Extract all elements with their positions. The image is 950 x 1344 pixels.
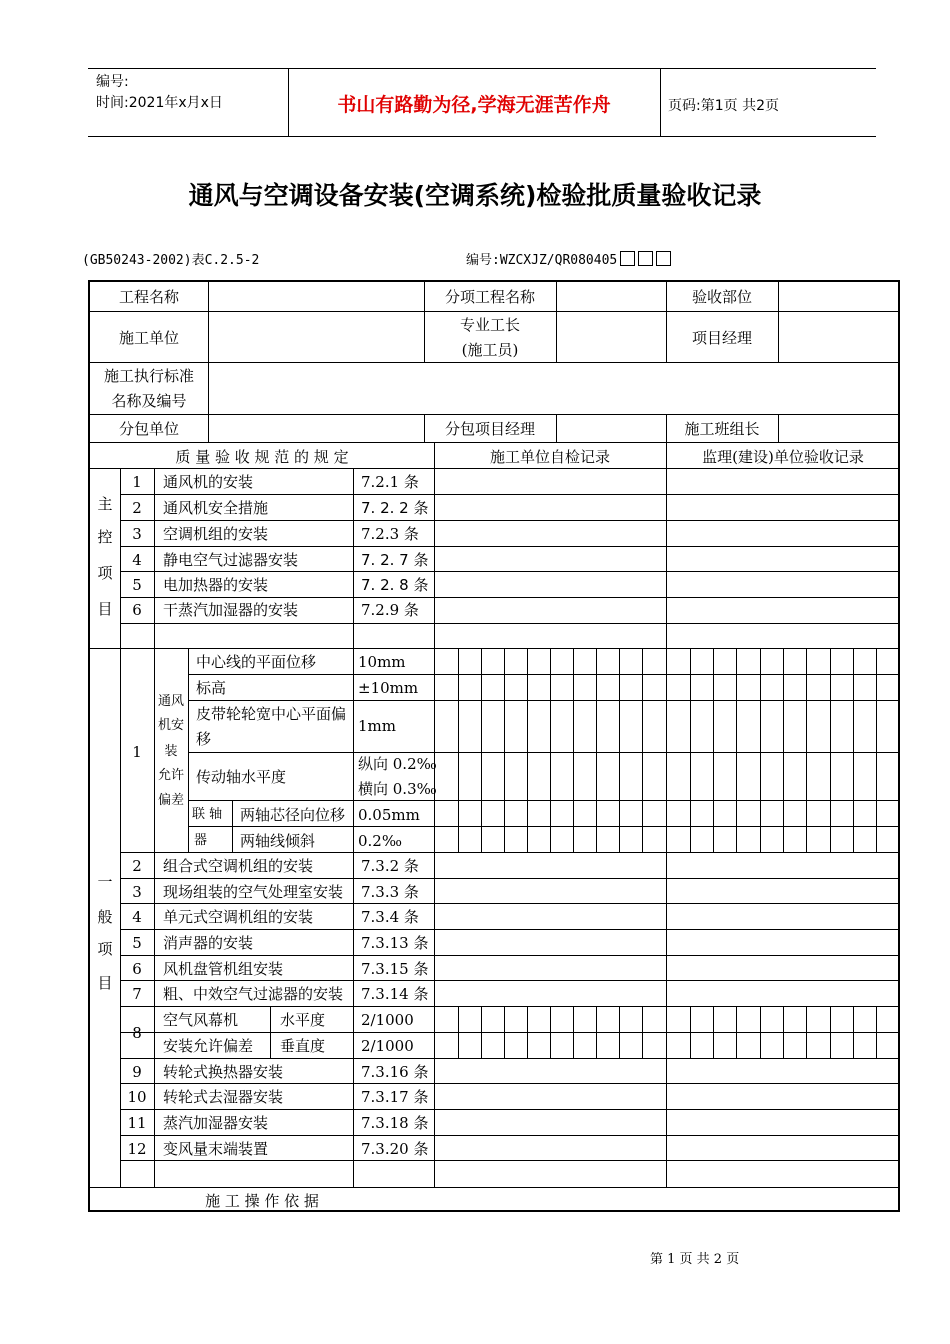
item-no: 7 bbox=[132, 985, 142, 1003]
grid-line bbox=[830, 1006, 831, 1058]
item-name: 消声器的安装 bbox=[163, 934, 254, 952]
grid-line bbox=[458, 1006, 459, 1058]
header-bottom-rule bbox=[88, 136, 876, 137]
fan-group-char: 机安 bbox=[157, 718, 184, 733]
grid-line bbox=[760, 648, 761, 852]
grid-line bbox=[806, 648, 807, 852]
item-name: 转轮式去湿器安装 bbox=[163, 1088, 284, 1106]
grid-line bbox=[573, 648, 574, 852]
grid-line bbox=[713, 648, 714, 852]
item-no: 1 bbox=[132, 743, 142, 761]
item-name: 电加热器的安装 bbox=[163, 576, 269, 594]
grid-line bbox=[120, 852, 899, 853]
deviation-name: 两轴线倾斜 bbox=[240, 832, 316, 850]
item-clause: 7.3.15 条 bbox=[361, 960, 429, 978]
grid-line bbox=[550, 648, 551, 852]
grid-line bbox=[642, 1006, 643, 1058]
checkbox-icon[interactable] bbox=[656, 251, 671, 266]
record-number-text: 编号:WZCXJZ/QR080405 bbox=[466, 253, 618, 268]
item-name: 蒸汽加湿器安装 bbox=[163, 1114, 269, 1132]
col-header-self-check: 施工单位自检记录 bbox=[489, 448, 610, 466]
grid-line bbox=[120, 623, 899, 624]
grid-line bbox=[353, 1006, 354, 1058]
grid-line bbox=[783, 648, 784, 852]
grid-line bbox=[270, 1006, 271, 1058]
grid-line bbox=[642, 648, 643, 852]
grid-line bbox=[481, 1006, 482, 1058]
grid-line bbox=[232, 800, 233, 852]
item-clause: 7.3.16 条 bbox=[361, 1063, 429, 1081]
item-no: 3 bbox=[132, 883, 142, 901]
grid-line bbox=[830, 648, 831, 852]
grid-line bbox=[154, 852, 155, 1187]
grid-line bbox=[458, 648, 459, 852]
grid-line bbox=[690, 648, 691, 852]
item-name: 转轮式换热器安装 bbox=[163, 1063, 284, 1081]
grid-line bbox=[120, 494, 899, 495]
fan-group-char: 装 bbox=[164, 744, 178, 759]
grid-line bbox=[504, 1006, 505, 1058]
item-name: 风机盘管机组安装 bbox=[163, 960, 284, 978]
col-header-supervisor: 监理(建设)单位验收记录 bbox=[702, 448, 864, 466]
grid-line bbox=[188, 700, 899, 701]
item-clause: 7.3.20 条 bbox=[361, 1140, 429, 1158]
item-name: 通风机安全措施 bbox=[163, 499, 269, 517]
grid-line bbox=[188, 674, 899, 675]
label-foreman: 专业工长 bbox=[459, 316, 520, 334]
item-no: 11 bbox=[127, 1114, 147, 1132]
item-clause: 7.3.13 条 bbox=[361, 934, 429, 952]
coupling-label: 联 轴 bbox=[192, 807, 223, 822]
item-no: 2 bbox=[132, 857, 142, 875]
time-label: 时间:2021年x月x日 bbox=[96, 95, 223, 111]
grid-line bbox=[188, 648, 189, 852]
grid-line bbox=[876, 1006, 877, 1058]
item-no: 8 bbox=[132, 1024, 142, 1042]
grid-line bbox=[666, 442, 667, 1187]
document-title: 通风与空调设备安装(空调系统)检验批质量验收记录 bbox=[188, 181, 762, 210]
grid-line bbox=[690, 1006, 691, 1058]
item-clause: 7.2.3 条 bbox=[361, 525, 419, 543]
item-no: 6 bbox=[132, 601, 142, 619]
grid-line bbox=[353, 1058, 354, 1187]
grid-line bbox=[120, 955, 899, 956]
item-clause: 7. 2. 7 条 bbox=[361, 551, 429, 569]
grid-line bbox=[853, 648, 854, 852]
item-clause: 7.3.14 条 bbox=[361, 985, 429, 1003]
main-control-char: 主 bbox=[97, 495, 113, 513]
general-char: 项 bbox=[97, 940, 113, 958]
label-standard-sub: 名称及编号 bbox=[111, 392, 187, 410]
deviation-name: 垂直度 bbox=[280, 1037, 326, 1055]
item-clause: 7.3.18 条 bbox=[361, 1114, 429, 1132]
grid-line bbox=[736, 1006, 737, 1058]
curtain-label: 安装允许偏差 bbox=[163, 1037, 254, 1055]
grid-line bbox=[736, 648, 737, 852]
doc-number-label: 编号: bbox=[96, 74, 129, 90]
label-construction-unit: 施工单位 bbox=[118, 329, 179, 347]
grid-line bbox=[619, 648, 620, 852]
item-no: 4 bbox=[132, 908, 142, 926]
grid-line bbox=[120, 1109, 899, 1110]
item-clause: 7. 2. 8 条 bbox=[361, 576, 429, 594]
fan-group-char: 允许 bbox=[157, 768, 184, 783]
grid-line bbox=[120, 878, 899, 879]
motto: 书山有路勤为径,学海无涯苦作舟 bbox=[337, 94, 611, 116]
item-no: 5 bbox=[132, 934, 142, 952]
item-clause: 7.3.17 条 bbox=[361, 1088, 429, 1106]
general-char: 般 bbox=[97, 908, 113, 926]
header-top-rule bbox=[88, 68, 876, 69]
fan-group-char: 通风 bbox=[157, 694, 184, 709]
deviation-value: 0.2‰ bbox=[358, 832, 402, 850]
item-name: 干蒸汽加湿器的安装 bbox=[163, 601, 299, 619]
deviation-name: 皮带轮轮宽中心平面偏 bbox=[196, 705, 347, 723]
item-no: 10 bbox=[127, 1088, 147, 1106]
item-name: 单元式空调机组的安装 bbox=[163, 908, 314, 926]
deviation-value: 1mm bbox=[358, 717, 396, 735]
grid-line bbox=[596, 1006, 597, 1058]
main-control-char: 项 bbox=[97, 564, 113, 582]
grid-line bbox=[876, 648, 877, 852]
item-name: 空调机组的安装 bbox=[163, 525, 269, 543]
deviation-value: 2/1000 bbox=[361, 1037, 414, 1055]
grid-line bbox=[760, 1006, 761, 1058]
item-clause: 7.3.4 条 bbox=[361, 908, 419, 926]
grid-line bbox=[778, 414, 779, 442]
grid-line bbox=[596, 648, 597, 852]
checkbox-icon[interactable] bbox=[620, 251, 635, 266]
grid-line bbox=[556, 311, 557, 362]
standard-reference: (GB50243-2002)表C.2.5-2 bbox=[82, 253, 260, 268]
label-sub-manager: 分包项目经理 bbox=[444, 420, 535, 438]
grid-line bbox=[550, 1006, 551, 1058]
item-clause: 7.2.9 条 bbox=[361, 601, 419, 619]
curtain-label: 空气风幕机 bbox=[163, 1011, 239, 1029]
grid-line bbox=[208, 282, 209, 442]
item-name: 粗、中效空气过滤器的安装 bbox=[163, 985, 344, 1003]
item-no: 12 bbox=[127, 1140, 147, 1158]
grid-line bbox=[619, 1006, 620, 1058]
grid-line bbox=[353, 648, 354, 852]
item-no: 2 bbox=[132, 499, 142, 517]
item-no: 5 bbox=[132, 576, 142, 594]
item-clause: 7.2.1 条 bbox=[361, 473, 419, 491]
deviation-name: 移 bbox=[196, 730, 212, 748]
grid-line bbox=[90, 1187, 899, 1188]
grid-line bbox=[353, 468, 354, 648]
label-standard: 施工执行标准 bbox=[103, 367, 194, 385]
label-project-manager: 项目经理 bbox=[691, 329, 752, 347]
deviation-value: 2/1000 bbox=[361, 1011, 414, 1029]
deviation-value: 纵向 0.2‰ bbox=[358, 755, 437, 773]
label-subcontractor: 分包单位 bbox=[118, 420, 179, 438]
item-clause: 7.3.3 条 bbox=[361, 883, 419, 901]
grid-line bbox=[573, 1006, 574, 1058]
general-char: 一 bbox=[97, 873, 113, 891]
grid-line bbox=[806, 1006, 807, 1058]
grid-line bbox=[353, 852, 354, 1006]
grid-line bbox=[120, 546, 899, 547]
deviation-name: 中心线的平面位移 bbox=[196, 653, 317, 671]
grid-line bbox=[90, 442, 899, 443]
main-control-char: 目 bbox=[97, 600, 113, 618]
grid-line bbox=[778, 282, 779, 311]
fan-group-char: 偏差 bbox=[157, 793, 184, 808]
grid-line bbox=[120, 1135, 899, 1136]
grid-line bbox=[90, 648, 120, 649]
grid-line bbox=[481, 648, 482, 852]
item-no: 4 bbox=[132, 551, 142, 569]
checkbox-icon[interactable] bbox=[638, 251, 653, 266]
grid-line bbox=[527, 648, 528, 852]
grid-line bbox=[556, 414, 557, 442]
label-team-leader: 施工班组长 bbox=[684, 420, 760, 438]
item-clause: 7.3.2 条 bbox=[361, 857, 419, 875]
deviation-value: 10mm bbox=[358, 653, 406, 671]
grid-line bbox=[527, 1006, 528, 1058]
grid-line bbox=[188, 752, 899, 753]
item-name: 变风量末端装置 bbox=[163, 1140, 269, 1158]
grid-line bbox=[713, 1006, 714, 1058]
page-footer: 第 1 页 共 2 页 bbox=[650, 1252, 740, 1267]
construction-basis-label: 施 工 操 作 依 据 bbox=[205, 1192, 319, 1210]
record-number bbox=[466, 249, 671, 268]
grid-line bbox=[120, 520, 899, 521]
main-control-char: 控 bbox=[97, 528, 113, 546]
item-no: 9 bbox=[132, 1063, 142, 1081]
header-divider bbox=[660, 68, 661, 136]
grid-line bbox=[556, 282, 557, 311]
coupling-label: 器 bbox=[194, 833, 208, 848]
deviation-value: 0.05mm bbox=[358, 806, 420, 824]
grid-line bbox=[504, 648, 505, 852]
grid-line bbox=[434, 442, 435, 1187]
label-acceptance-part: 验收部位 bbox=[691, 288, 752, 306]
grid-line bbox=[188, 800, 899, 801]
deviation-value: ±10mm bbox=[358, 679, 419, 697]
item-clause: 7. 2. 2 条 bbox=[361, 499, 429, 517]
grid-line bbox=[120, 1058, 899, 1059]
item-name: 现场组装的空气处理室安装 bbox=[163, 883, 344, 901]
deviation-name: 传动轴水平度 bbox=[196, 768, 287, 786]
item-name: 组合式空调机组的安装 bbox=[163, 857, 314, 875]
item-no: 1 bbox=[132, 473, 142, 491]
item-no: 3 bbox=[132, 525, 142, 543]
page-indicator: 页码:第1页 共2页 bbox=[668, 98, 779, 114]
item-no: 6 bbox=[132, 960, 142, 978]
label-project-name: 工程名称 bbox=[118, 288, 179, 306]
deviation-name: 标高 bbox=[196, 679, 227, 697]
label-foreman-sub: (施工员) bbox=[461, 341, 519, 359]
grid-line bbox=[90, 362, 899, 363]
item-name: 静电空气过滤器安装 bbox=[163, 551, 299, 569]
grid-line bbox=[778, 311, 779, 362]
deviation-name: 两轴芯径向位移 bbox=[240, 806, 346, 824]
grid-line bbox=[853, 1006, 854, 1058]
grid-line bbox=[154, 468, 155, 648]
grid-line bbox=[783, 1006, 784, 1058]
label-sub-project: 分项工程名称 bbox=[444, 288, 535, 306]
item-name: 通风机的安装 bbox=[163, 473, 254, 491]
deviation-value: 横向 0.3‰ bbox=[358, 780, 437, 798]
col-header-spec: 质 量 验 收 规 范 的 规 定 bbox=[175, 448, 349, 466]
deviation-name: 水平度 bbox=[280, 1011, 326, 1029]
general-char: 目 bbox=[97, 974, 113, 992]
grid-line bbox=[120, 929, 899, 930]
